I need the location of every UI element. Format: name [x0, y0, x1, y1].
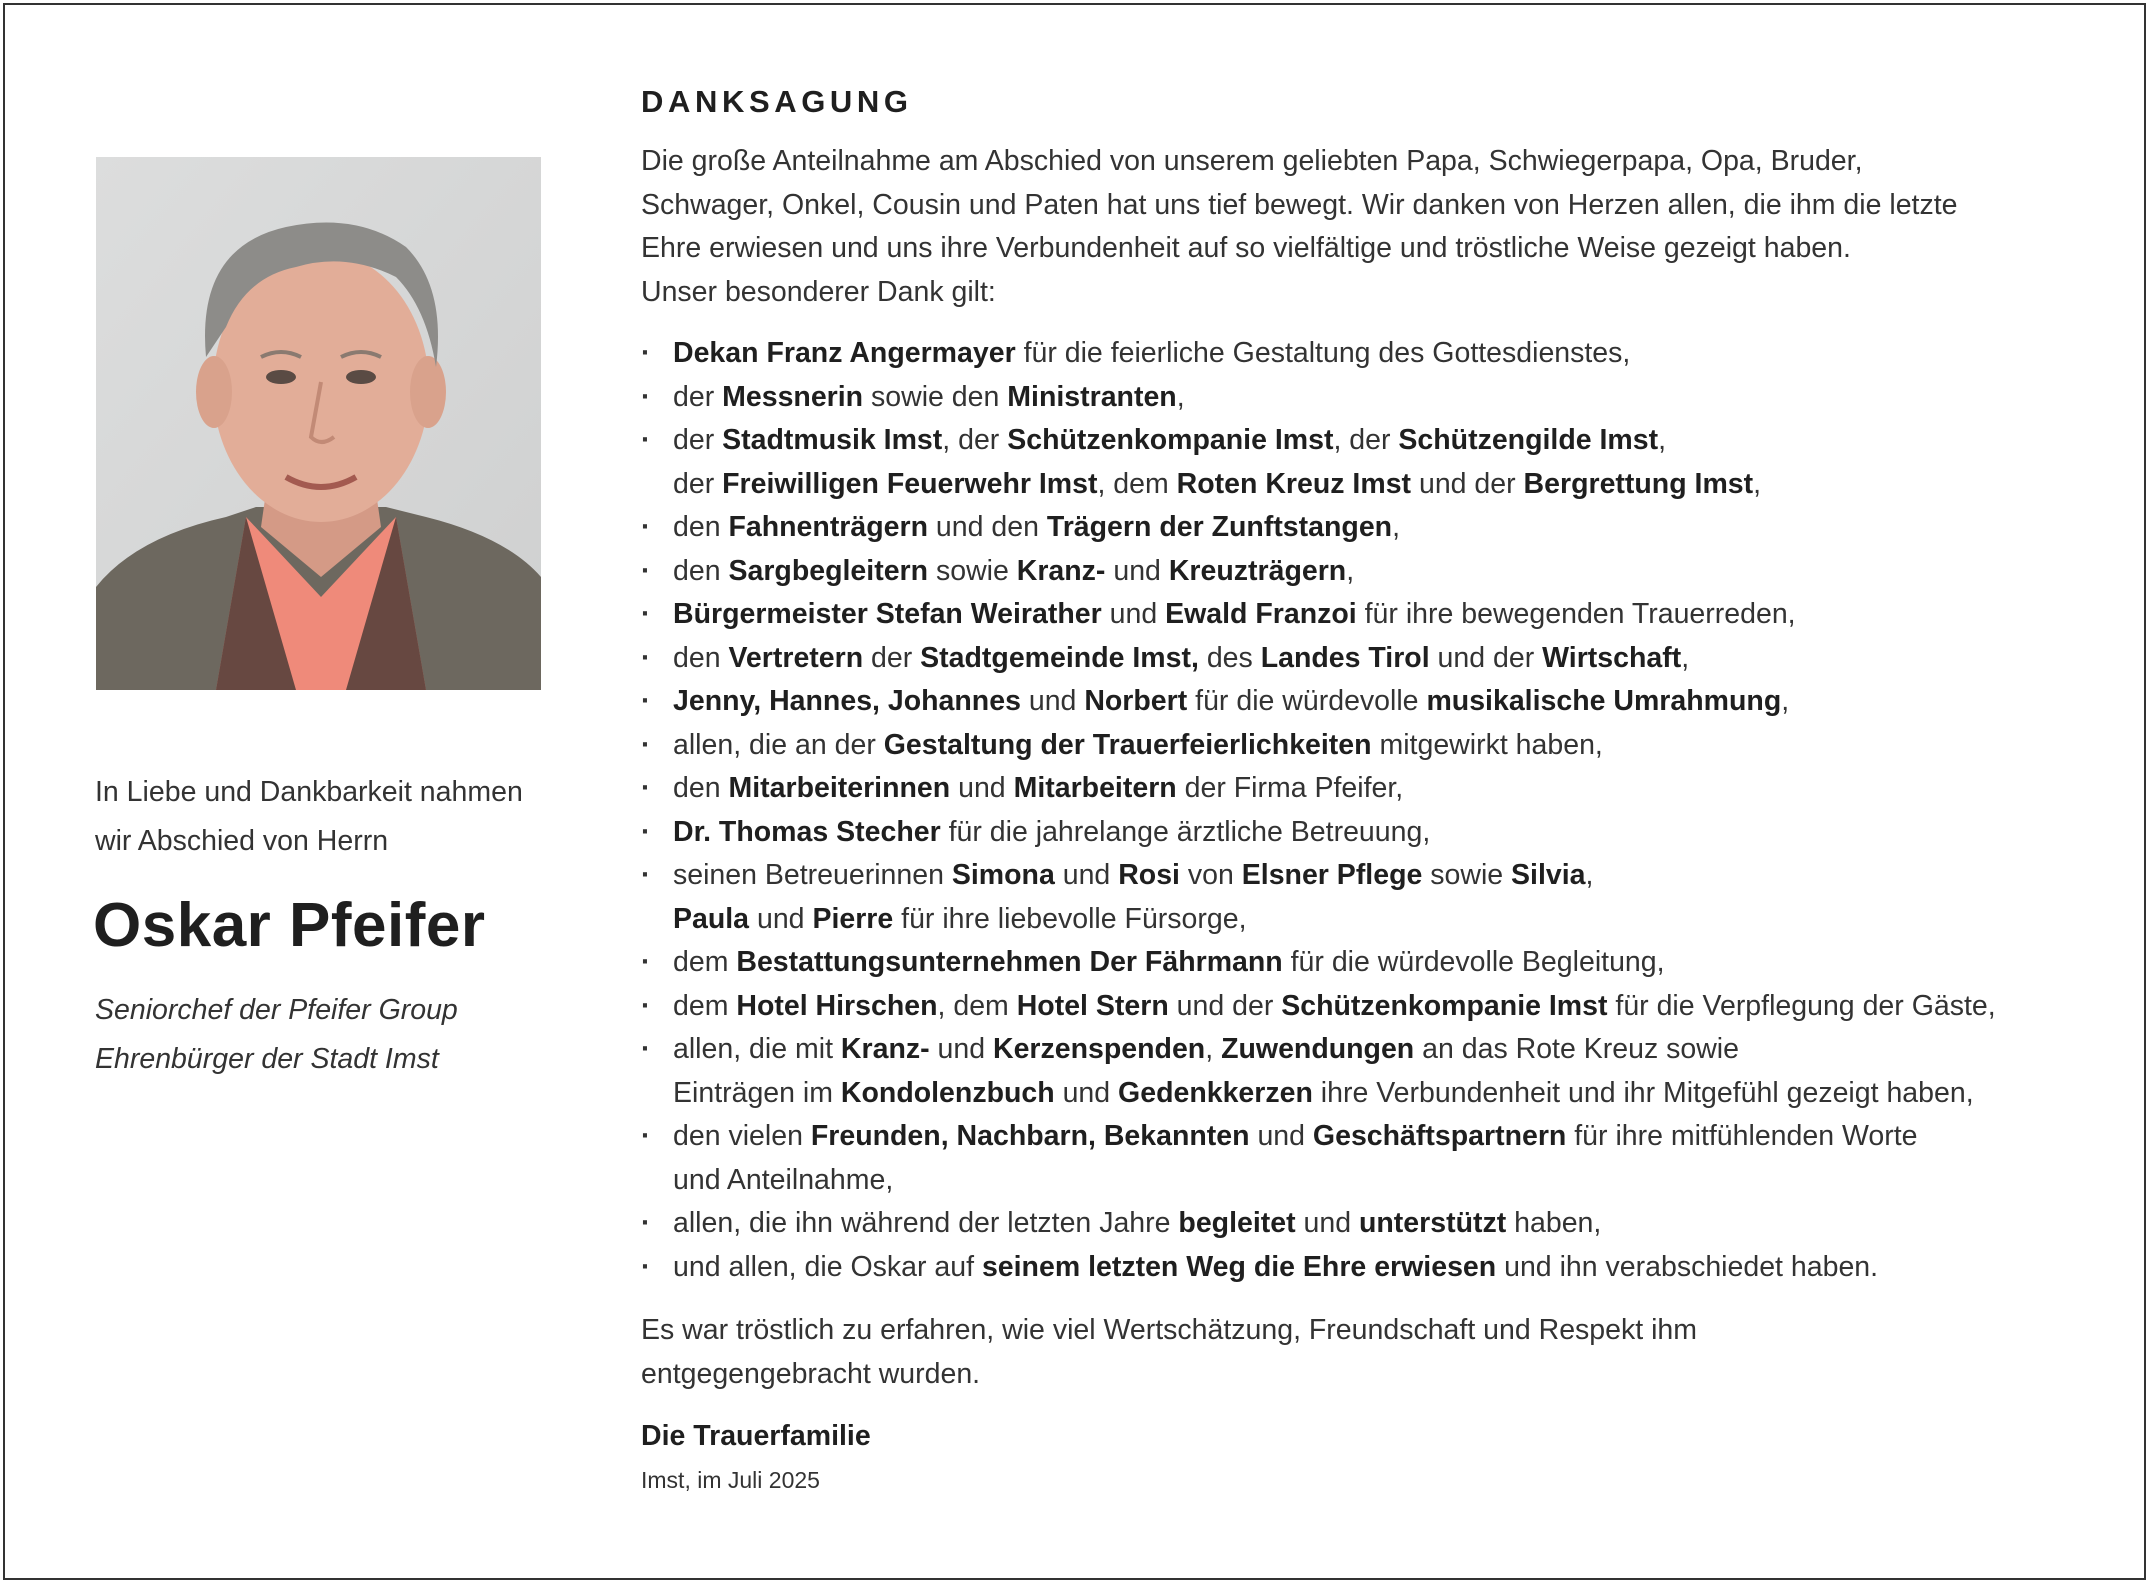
plain-text: für ihre mitfühlenden Worte — [1566, 1120, 1918, 1152]
emphasis-text: Silvia — [1511, 859, 1586, 891]
emphasis-text: Landes Tirol — [1260, 641, 1430, 674]
list-item — [641, 506, 2021, 550]
emphasis-text: Simona — [951, 859, 1055, 891]
plain-text: der — [673, 467, 723, 500]
plain-text: den — [673, 641, 729, 674]
plain-text: der — [673, 424, 723, 456]
emphasis-text: Dr. Thomas Stecher — [673, 815, 941, 848]
emphasis-text: Elsner Pflege — [1241, 859, 1423, 891]
list-item-line — [673, 550, 2021, 594]
plain-text: der Firma Pfeifer, — [1176, 772, 1404, 804]
emphasis-text: seinem letzten Weg die Ehre erwiesen — [981, 1250, 1497, 1283]
list-item-line — [673, 332, 2021, 376]
plain-text: , — [1753, 467, 1762, 500]
plain-text: , — [1658, 424, 1667, 456]
plain-text: und — [929, 1033, 993, 1065]
list-item — [641, 1202, 2021, 1246]
emphasis-text: Kerzenspenden — [993, 1033, 1206, 1065]
intro-text — [95, 768, 565, 866]
paragraph-line: Es war tröstlich zu erfahren, wie viel Wertschätzung, Freundschaft und Respekt ihm — [641, 1314, 1698, 1346]
list-item — [641, 854, 2021, 941]
list-item — [641, 1246, 2021, 1290]
list-item — [641, 332, 2021, 376]
place-date: Imst, im Juli 2025 — [641, 1467, 820, 1493]
intro-paragraph — [641, 140, 2021, 314]
plain-text: und den — [928, 511, 1047, 543]
emphasis-text: Stadtmusik Imst — [722, 424, 943, 456]
list-item — [641, 637, 2021, 681]
plain-text: für die Verpflegung der Gäste, — [1607, 989, 1996, 1022]
paragraph-line: Ehre erwiesen und uns ihre Verbundenheit auf so vielfältige und tröstliche Weise gezeigt haben. — [641, 232, 1851, 264]
deceased-name: Oskar Pfeifer — [93, 891, 486, 960]
emphasis-text: Schützenkompanie Imst — [1281, 989, 1608, 1022]
emphasis-text: Gedenkkerzen — [1118, 1076, 1313, 1109]
closing-paragraph — [641, 1309, 2021, 1396]
paragraph-line: entgegengebracht wurden. — [641, 1357, 981, 1390]
list-item-line — [673, 376, 2021, 420]
list-item — [641, 811, 2021, 855]
emphasis-text: Freunden, Nachbarn, Bekannten — [810, 1120, 1250, 1152]
plain-text: für die würdevolle Begleitung, — [1282, 946, 1665, 978]
list-item-line — [673, 506, 2021, 550]
intro-line: wir Abschied von Herrn — [95, 825, 389, 857]
plain-text: allen, die an der — [673, 728, 884, 761]
plain-text: für die jahrelange ärztliche Betreuung, — [940, 815, 1431, 848]
plain-text: seinen Betreuerinnen — [673, 859, 952, 891]
emphasis-text: Kondolenzbuch — [840, 1076, 1055, 1109]
list-item — [641, 593, 2021, 637]
list-item-line — [673, 854, 2021, 898]
emphasis-text: Messnerin — [722, 380, 864, 413]
emphasis-text: Wirtschaft — [1542, 641, 1682, 674]
list-item — [641, 1028, 2021, 1115]
list-item — [641, 550, 2021, 594]
plain-text: mitgewirkt haben, — [1371, 728, 1603, 761]
emphasis-text: Mitarbeitern — [1013, 772, 1177, 804]
plain-text: , — [1176, 380, 1185, 413]
list-item-line — [673, 1159, 2021, 1203]
plain-text: und — [1054, 859, 1119, 891]
emphasis-text: Freiwilligen Feuerwehr Imst — [722, 467, 1098, 500]
emphasis-text: Paula — [673, 902, 750, 935]
list-item-line — [673, 767, 2021, 811]
plain-text: ihre Verbundenheit und ihr Mitgefühl gezeigt haben, — [1312, 1076, 1974, 1109]
plain-text: und allen, die Oskar auf — [673, 1250, 982, 1283]
emphasis-text: Hotel Stern — [1016, 989, 1169, 1022]
emphasis-text: Pierre — [812, 902, 894, 935]
plain-text: , — [1392, 511, 1400, 543]
emphasis-text: Hotel Hirschen — [736, 989, 938, 1022]
list-item — [641, 680, 2021, 724]
plain-text: Einträgen im — [673, 1076, 841, 1109]
plain-text: den — [673, 511, 729, 543]
emphasis-text: Ewald Franzoi — [1165, 598, 1357, 630]
emphasis-text: musikalische Umrahmung — [1426, 685, 1782, 717]
plain-text: haben, — [1506, 1207, 1602, 1239]
acknowledgement-column — [641, 80, 2021, 1498]
plain-text: , — [1205, 1033, 1222, 1065]
plain-text: und — [1054, 1076, 1119, 1109]
plain-text: der — [673, 380, 723, 413]
list-item-line — [673, 1202, 2021, 1246]
emphasis-text: unterstützt — [1358, 1207, 1507, 1239]
list-item-line — [673, 811, 2021, 855]
emphasis-text: Sargbegleitern — [728, 554, 929, 587]
plain-text: , der — [1333, 424, 1399, 456]
list-item — [641, 941, 2021, 985]
plain-text: allen, die mit — [673, 1033, 841, 1065]
list-item — [641, 1115, 2021, 1202]
plain-text: an das Rote Kreuz sowie — [1414, 1033, 1739, 1065]
emphasis-text: Norbert — [1084, 685, 1188, 717]
plain-text: , — [1346, 554, 1355, 587]
list-item — [641, 724, 2021, 768]
emphasis-text: Bürgermeister Stefan Weirather — [673, 598, 1102, 630]
plain-text: und der — [1429, 641, 1543, 674]
list-item — [641, 376, 2021, 420]
plain-text: sowie — [1422, 859, 1512, 891]
plain-text: , der — [942, 424, 1008, 456]
emphasis-text: Stadtgemeinde Imst, — [920, 641, 1199, 674]
plain-text: von — [1179, 859, 1242, 891]
list-item — [641, 767, 2021, 811]
plain-text: und — [749, 902, 813, 935]
emphasis-text: Fahnenträgern — [728, 511, 929, 543]
plain-text: den — [673, 772, 729, 804]
intro-line: In Liebe und Dankbarkeit nahmen — [95, 776, 523, 808]
list-item-line — [673, 985, 2021, 1029]
list-item — [641, 419, 2021, 506]
emphasis-text: Bestattungsunternehmen Der Fährmann — [736, 946, 1283, 978]
emphasis-text: Dekan Franz Angermayer — [673, 337, 1016, 369]
emphasis-text: Jenny, Hannes, Johannes — [673, 685, 1021, 717]
list-item-line — [673, 593, 2021, 637]
plain-text: und — [1295, 1207, 1359, 1239]
plain-text: für ihre bewegenden Trauerreden, — [1356, 598, 1796, 630]
plain-text: und — [1105, 554, 1169, 587]
paragraph-line: Die große Anteilnahme am Abschied von unserem geliebten Papa, Schwiegerpapa, Opa, Bruder, — [641, 145, 1863, 177]
plain-text: , dem — [1097, 467, 1177, 500]
plain-text: und der — [1168, 989, 1282, 1022]
plain-text: und — [1020, 685, 1085, 717]
emphasis-text: Kranz- — [840, 1033, 930, 1065]
plain-text: allen, die ihn während der letzten Jahre — [673, 1207, 1179, 1239]
list-item-line — [673, 941, 2021, 985]
list-item-line — [673, 1028, 2021, 1072]
plain-text: dem — [673, 946, 737, 978]
list-item-line — [673, 1246, 2021, 1290]
role-line: Ehrenbürger der Stadt Imst — [95, 1043, 439, 1075]
plain-text: für die feierliche Gestaltung des Gottesdienstes, — [1015, 337, 1631, 369]
portrait-photo — [96, 157, 541, 690]
list-item-line — [673, 419, 2021, 463]
emphasis-text: Kreuzträgern — [1168, 554, 1347, 587]
plain-text: des — [1198, 641, 1261, 674]
emphasis-text: begleitet — [1178, 1207, 1296, 1239]
thanks-list — [641, 332, 2021, 1289]
emphasis-text: Bergrettung Imst — [1523, 467, 1754, 500]
list-item-line — [673, 1115, 2021, 1159]
portrait-image — [96, 157, 541, 690]
list-item-line — [673, 898, 2021, 942]
emphasis-text: Geschäftspartnern — [1312, 1120, 1567, 1152]
emphasis-text: Gestaltung der Trauerfeierlichkeiten — [883, 728, 1372, 761]
list-item — [641, 985, 2021, 1029]
list-item-line — [673, 724, 2021, 768]
plain-text: , dem — [937, 989, 1017, 1022]
emphasis-text: Zuwendungen — [1221, 1033, 1415, 1065]
emphasis-text: Ministranten — [1007, 380, 1177, 413]
list-item-line — [673, 463, 2021, 507]
plain-text: den vielen — [673, 1120, 811, 1152]
plain-text: und der — [1411, 467, 1524, 500]
plain-text: , — [1681, 641, 1690, 674]
plain-text: für die würdevolle — [1187, 685, 1427, 717]
plain-text: , — [1585, 859, 1594, 891]
emphasis-text: Roten Kreuz Imst — [1176, 467, 1412, 500]
list-item-line — [673, 680, 2021, 724]
emphasis-text: Rosi — [1118, 859, 1180, 891]
plain-text: für ihre liebevolle Fürsorge, — [893, 902, 1247, 935]
emphasis-text: Trägern der Zunftstangen — [1046, 511, 1393, 543]
plain-text: und — [950, 772, 1014, 804]
emphasis-text: Schützenkompanie Imst — [1007, 424, 1334, 456]
roles — [95, 986, 615, 1084]
plain-text: und Anteilnahme, — [673, 1163, 894, 1196]
page-title: DANKSAGUNG — [641, 84, 913, 119]
plain-text: und ihn verabschiedet haben. — [1496, 1250, 1879, 1283]
plain-text: den — [673, 554, 729, 587]
plain-text: dem — [673, 989, 737, 1022]
emphasis-text: Mitarbeiterinnen — [728, 772, 951, 804]
plain-text: der — [863, 641, 921, 674]
list-item-line — [673, 1072, 2021, 1116]
emphasis-text: Schützengilde Imst — [1398, 424, 1659, 456]
paragraph-line: Schwager, Onkel, Cousin und Paten hat uns tief bewegt. Wir danken von Herzen allen, die ihm die letzte — [641, 188, 1958, 221]
plain-text: , — [1781, 685, 1790, 717]
plain-text: und — [1249, 1120, 1313, 1152]
emphasis-text: Kranz- — [1016, 554, 1106, 587]
paragraph-line: Unser besonderer Dank gilt: — [641, 275, 996, 308]
role-line: Seniorchef der Pfeifer Group — [95, 994, 458, 1026]
plain-text: sowie — [928, 554, 1017, 587]
plain-text: und — [1101, 598, 1166, 630]
signature: Die Trauerfamilie — [641, 1420, 871, 1452]
emphasis-text: Vertretern — [728, 641, 864, 674]
plain-text: sowie den — [863, 380, 1008, 413]
list-item-line — [673, 637, 2021, 681]
